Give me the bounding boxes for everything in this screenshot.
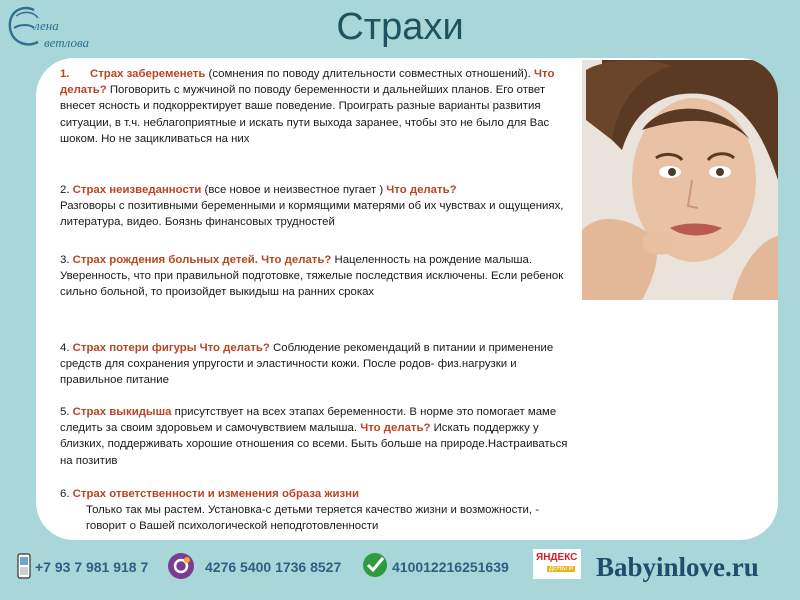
fear-title: Страх забеременеть bbox=[90, 68, 206, 80]
list-item bbox=[60, 340, 582, 389]
sberbank-icon bbox=[361, 549, 389, 581]
item-number: 2. bbox=[60, 184, 73, 196]
fear-title: Страх рождения больных детей. bbox=[72, 254, 258, 266]
item-number: 6. bbox=[60, 488, 73, 500]
yandex-sub: ДЕНЬГИ bbox=[549, 566, 573, 572]
fear-text: присутствует на всех этапах беременности. В норме это помогает маме следить за своим здоровьем и самочувствием малыша. bbox=[60, 406, 557, 435]
page-title: Страхи bbox=[336, 6, 464, 48]
advice-text: Поговорить с мужчиной по поводу беременности и дальнейших планов. Его ответ внесет ясность и подкорректирует ваше поведение. Проиграть разные варианты развития ситуации, в т.ч. неблагоприятные и искать пути выхода заранее, чтобы это не было для Вас шоком. Но не зацикливаться на них bbox=[60, 84, 550, 145]
list-item bbox=[60, 404, 582, 469]
content-panel bbox=[36, 58, 778, 540]
fear-title: Страх неизведанности bbox=[72, 184, 202, 196]
list-item bbox=[60, 252, 582, 301]
fear-title: Страх ответственности и изменения образа жизни bbox=[72, 488, 360, 500]
logo-line2: ветлова bbox=[44, 35, 90, 50]
footer bbox=[0, 546, 800, 590]
list-item bbox=[60, 486, 582, 535]
item-number: 3. bbox=[60, 254, 73, 266]
advice-text: Искать поддержку у близких, поддерживать хорошие отношения со всеми. Быть больше на природе.Настраиваться на позитив bbox=[60, 422, 568, 467]
fear-title: Страх выкидыша bbox=[72, 406, 172, 418]
item-number: 1. bbox=[60, 68, 70, 80]
phone-number: +7 93 7 981 918 7 bbox=[35, 559, 149, 575]
advice-text: Соблюдение рекомендаций в питании и применение средств для сохранения упругости и эластичности кожи. После родов- физ.нагрузки и правильное питание bbox=[60, 342, 554, 387]
worried-woman-photo bbox=[582, 60, 778, 300]
advice-text: Только так мы растем. Установка-с детьми теряется качество жизни и возможности, - говорит о Вашей психологической неподготовленности bbox=[86, 504, 540, 533]
item-number: 5. bbox=[60, 406, 73, 418]
what-to-do-label: Что делать? bbox=[386, 184, 457, 196]
advice-text: Нацеленность на рождение малыша. Уверенность, что при правильной подготовке, тяжелые последствия исключены. Если ребенок сильно больной, то произойдет выкидыш на ранних сроках bbox=[60, 254, 564, 299]
fear-title: Страх потери фигуры bbox=[72, 342, 197, 354]
fear-text: (все новое и неизвестное пугает ) bbox=[201, 184, 387, 196]
logo-line1: лена bbox=[34, 18, 59, 33]
yandex-wallet-number: 41001221625163​9 bbox=[392, 559, 509, 575]
yandex-money-icon bbox=[533, 549, 581, 579]
fear-text: (сомнения по поводу длительности совместных отношений). bbox=[205, 68, 535, 80]
card-number: 4276 5400 1736 8527 bbox=[205, 559, 342, 575]
list-item bbox=[60, 182, 582, 231]
phone-icon bbox=[16, 552, 32, 580]
yandex-brand: ЯНДЕКС bbox=[536, 552, 578, 563]
what-to-do-label: Что делать? bbox=[261, 254, 332, 266]
what-to-do-label: Что делать? bbox=[60, 68, 555, 97]
list-item bbox=[60, 66, 582, 147]
what-to-do-label: Что делать? bbox=[360, 422, 431, 435]
advice-text: Разговоры с позитивными беременными и кормящими матерями об их чувствах и ощущениях, литература, видео. Боязнь финансовых трудностей bbox=[60, 200, 564, 229]
item-number: 4. bbox=[60, 342, 73, 354]
site-link[interactable]: Babyinlove.ru bbox=[596, 552, 759, 582]
what-to-do-label: Что делать? bbox=[199, 342, 270, 354]
qiwi-icon bbox=[166, 551, 196, 581]
